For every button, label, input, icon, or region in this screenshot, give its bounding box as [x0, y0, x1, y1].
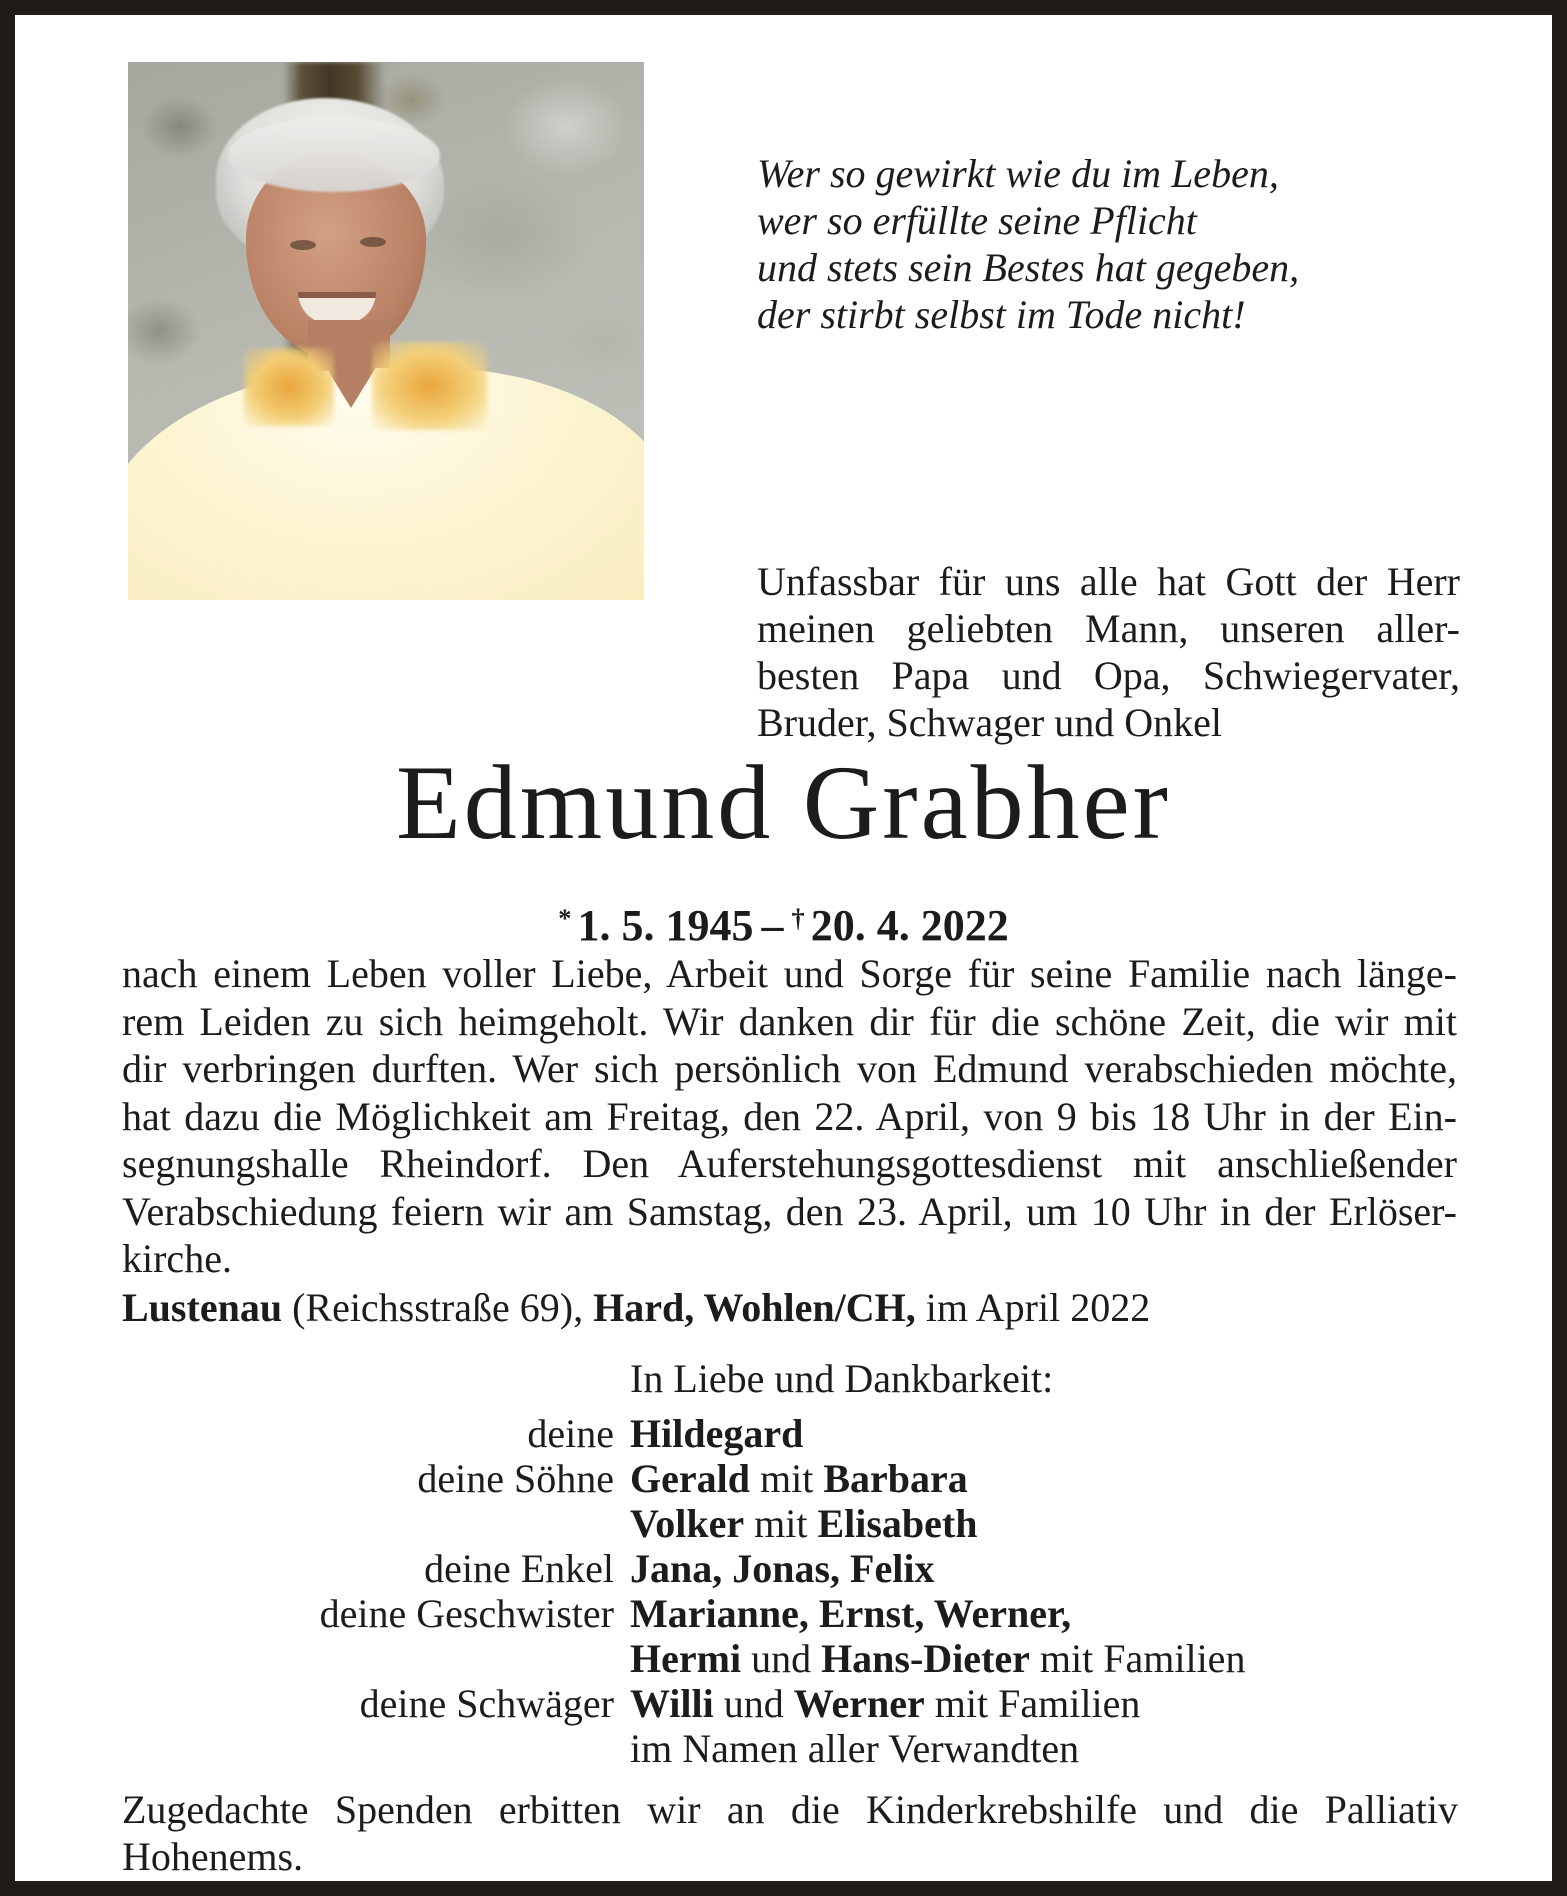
memorial-poem-line: wer so erfüllte seine Pflicht — [757, 198, 1197, 243]
announcement-paragraph-line: hat dazu die Möglichkeit am Freitag, den 22. April, von 9 bis 18 Uhr in der Ein- — [122, 1093, 1457, 1139]
signature-name-bold-part: Hildegard — [630, 1411, 804, 1456]
signature-row-names — [630, 1501, 1457, 1546]
collar-shadow-left — [244, 348, 334, 426]
location-line-bold-part: Lustenau — [122, 1285, 283, 1330]
deceased-name: Edmund Grabher — [396, 744, 1171, 861]
intro-paragraph — [757, 558, 1460, 746]
memorial-poem-line: und stets sein Bestes hat gegeben, — [757, 245, 1300, 290]
memorial-poem-line: der stirbt selbst im Tode nicht! — [757, 292, 1246, 337]
signature-name-bold-part: Hans-Dieter — [821, 1636, 1030, 1681]
signature-row — [122, 1501, 1457, 1546]
dates-dash: – — [761, 901, 784, 950]
location-line-part: im April 2022 — [915, 1285, 1151, 1330]
memorial-poem-line: Wer so gewirkt wie du im Leben, — [757, 151, 1279, 196]
announcement-paragraph — [122, 950, 1457, 1283]
signature-name-part: mit — [744, 1501, 818, 1546]
signature-row-names — [630, 1411, 1457, 1456]
signature-row-names — [630, 1546, 1457, 1591]
signature-row-label — [122, 1501, 614, 1546]
announcement-paragraph-line: segnungshalle Rheindorf. Den Auferstehungsgottesdienst mit anschließender — [122, 1141, 1457, 1186]
signature-name-part: und — [741, 1636, 822, 1681]
signature-row-label: deine Söhne — [417, 1456, 614, 1501]
intro-paragraph-line: meinen geliebten Mann, unseren aller- — [757, 606, 1460, 651]
signature-row-label: deine — [527, 1411, 614, 1456]
signature-heading-spacer — [122, 1356, 614, 1401]
life-dates — [0, 900, 1567, 951]
location-line — [122, 1284, 1457, 1331]
man-eye-right — [360, 237, 386, 247]
announcement-paragraph-line: kirche. — [122, 1236, 232, 1281]
collar-shadow-right — [372, 342, 487, 430]
intro-paragraph-line: Unfassbar für uns alle hat Gott der Herr — [757, 559, 1460, 604]
location-line-bold-part: Hard, Wohlen/CH, — [593, 1285, 916, 1330]
memorial-poem — [757, 150, 1299, 338]
signature-row-names — [630, 1456, 1457, 1501]
signature-row — [122, 1456, 1457, 1501]
signature-name-part: im Namen aller Verwandten — [630, 1726, 1080, 1771]
signature-name-bold-part: Elisabeth — [817, 1501, 978, 1546]
signature-row-label — [122, 1636, 614, 1681]
intro-paragraph-line: besten Papa und Opa, Schwiegervater, — [757, 653, 1460, 698]
portrait-photo — [128, 62, 644, 600]
signature-row-label: deine Schwäger — [359, 1681, 614, 1726]
signature-name-part: mit — [749, 1456, 824, 1501]
donation-note-line: Zugedachte Spenden erbitten wir an die Kinderkrebshilfe und die Palliativ — [122, 1787, 1458, 1832]
signature-name-bold-part: Willi — [630, 1681, 714, 1726]
signature-row-names — [630, 1591, 1457, 1636]
signature-name-bold-part: Werner — [793, 1681, 925, 1726]
signature-row — [122, 1726, 1457, 1771]
signature-name-bold-part: Hermi — [630, 1636, 742, 1681]
birth-date: 1. 5. 1945 — [577, 901, 754, 950]
signature-name-part: mit Familien — [924, 1681, 1141, 1726]
signature-row-names — [630, 1726, 1457, 1771]
signature-row — [122, 1591, 1457, 1636]
signature-heading: In Liebe und Dankbarkeit: — [630, 1356, 1054, 1401]
announcement-paragraph-line: nach einem Leben voller Liebe, Arbeit und Sorge für seine Familie nach länge- — [122, 951, 1457, 996]
donation-note-line: Hohenems. — [122, 1834, 304, 1879]
signature-name-part: mit Familien — [1029, 1636, 1246, 1681]
signature-row-names — [630, 1681, 1457, 1726]
location-line-part: (Reichsstraße 69), — [282, 1285, 594, 1330]
death-date: 20. 4. 2022 — [810, 901, 1009, 950]
signature-row-label: deine Geschwister — [319, 1591, 614, 1636]
signature-name-bold-part: Gerald — [630, 1456, 750, 1501]
announcement-paragraph-line: Verabschiedung feiern wir am Samstag, den 23. April, um 10 Uhr in der Erlöser- — [122, 1188, 1457, 1234]
man-hair-fringe — [228, 118, 440, 192]
signature-row — [122, 1546, 1457, 1591]
death-cross-icon: † — [791, 902, 805, 933]
signature-row-label: deine Enkel — [424, 1546, 614, 1591]
signature-row — [122, 1681, 1457, 1726]
signature-name-bold-part: Jana, Jonas, Felix — [630, 1546, 935, 1591]
signature-name-part: und — [713, 1681, 794, 1726]
signature-name-bold-part: Barbara — [823, 1456, 968, 1501]
signature-block — [122, 1356, 1457, 1771]
signature-row-label — [122, 1726, 614, 1771]
donation-note — [122, 1786, 1458, 1880]
signature-row — [122, 1411, 1457, 1456]
announcement-paragraph-line: rem Leiden zu sich heimgeholt. Wir danken dir für die schöne Zeit, die wir mit — [122, 998, 1457, 1044]
signature-heading-row — [122, 1356, 1457, 1401]
signature-row-names — [630, 1636, 1457, 1681]
signature-name-bold-part: Volker — [630, 1501, 745, 1546]
birth-star-icon: * — [558, 902, 572, 933]
signature-name-bold-part: Marianne, Ernst, Werner, — [630, 1591, 1072, 1636]
intro-paragraph-line: Bruder, Schwager und Onkel — [757, 700, 1222, 745]
man-eye-left — [290, 240, 316, 250]
signature-row — [122, 1636, 1457, 1681]
announcement-paragraph-line: dir verbringen durften. Wer sich persönlich von Edmund verabschieden möchte, — [122, 1046, 1457, 1091]
signature-rows — [122, 1411, 1457, 1771]
